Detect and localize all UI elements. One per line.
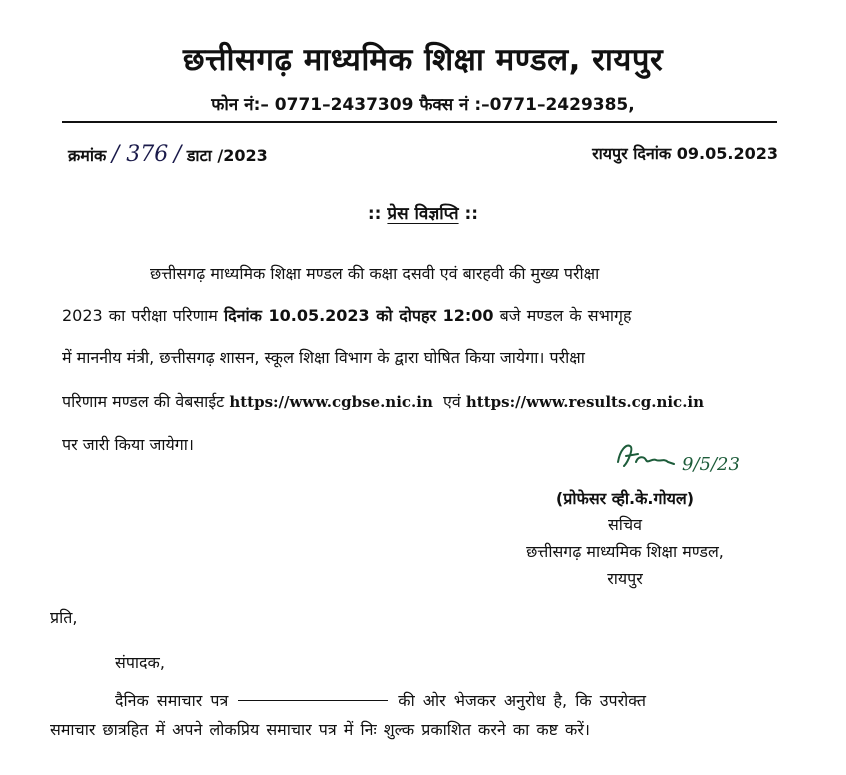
- header-divider: [62, 121, 777, 123]
- signatory-city: रायपुर: [607, 569, 643, 588]
- press-release-heading: :: प्रेस विज्ञप्ति ::: [367, 204, 479, 224]
- signature-date: 9/5/23: [682, 454, 740, 475]
- request-line-2: समाचार छात्रहित में अपने लोकप्रिय समाचार पत्र में निः शुल्क प्रकाशित करने का कष्ट करें।: [50, 720, 590, 739]
- cgbse-website-link[interactable]: https://www.cgbse.nic.in: [229, 393, 433, 411]
- recipient-editor: संपादक,: [115, 653, 165, 672]
- body-line-2: 2023 का परीक्षा परिणाम दिनांक 10.05.2023 को दोपहर 12:00 बजे मण्डल के सभागृह: [62, 306, 632, 325]
- newspaper-name-blank: [238, 700, 388, 701]
- signatory-organization: छत्तीसगढ़ माध्यमिक शिक्षा मण्डल,: [526, 542, 724, 561]
- request-line-1: दैनिक समाचार पत्र की ओर भेजकर अनुरोध है, कि उपरोक्त: [115, 691, 646, 710]
- body-line-3: में माननीय मंत्री, छत्तीसगढ़ शासन, स्कूल शिक्षा विभाग के द्वारा घोषित किया जायेगा। परीक्षा: [62, 348, 585, 367]
- reference-handwritten-number: 376: [126, 142, 169, 167]
- reference-prefix: क्रमांक: [68, 146, 107, 165]
- handwritten-signature: [612, 432, 742, 482]
- document-title: छत्तीसगढ़ माध्यमिक शिक्षा मण्डल, रायपुर: [182, 42, 664, 78]
- body-line-1: छत्तीसगढ़ माध्यमिक शिक्षा मण्डल की कक्षा दसवी एवं बारहवी की मुख्य परीक्षा: [150, 264, 600, 283]
- issue-date: रायपुर दिनांक 09.05.2023: [592, 144, 778, 163]
- results-website-link[interactable]: https://www.results.cg.nic.in: [465, 393, 705, 411]
- press-release-title: प्रेस विज्ञप्ति: [387, 204, 459, 224]
- reference-year: 2023: [223, 146, 268, 165]
- reference-number: क्रमांक / 376 / डाटा /2023: [68, 142, 268, 167]
- reference-dept: डाटा: [186, 146, 212, 165]
- contact-numbers: फोन नं:– 0771–2437309 फैक्स नं :–0771–2429385,: [211, 95, 635, 115]
- recipient-to: प्रति,: [50, 608, 78, 627]
- signatory-name: (प्रोफेसर व्ही.के.गोयल): [555, 489, 695, 508]
- body-line-5: पर जारी किया जायेगा।: [62, 435, 194, 454]
- result-datetime: दिनांक 10.05.2023 को दोपहर 12:00: [223, 306, 494, 325]
- signatory-designation: सचिव: [607, 515, 643, 534]
- body-line-4: परिणाम मण्डल की वेबसाईट https://www.cgbse.nic.in एवं https://www.results.cg.nic.in: [62, 392, 705, 411]
